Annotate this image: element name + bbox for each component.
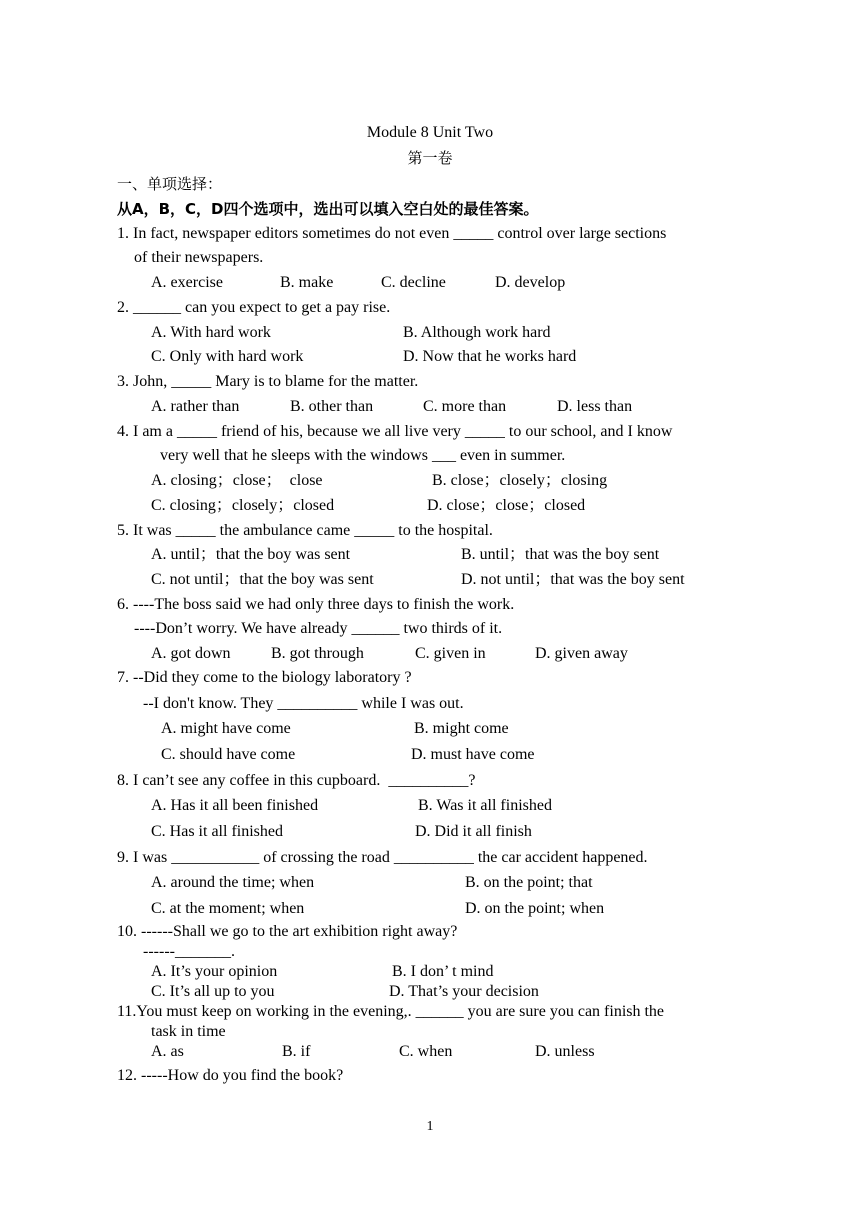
question-stem-cont [143, 942, 235, 962]
question-stem: 2. ______ can you expect to get a pay rise. [117, 299, 391, 316]
option-d: D. unless [535, 1043, 595, 1060]
option-b: B. on the point; that [465, 874, 593, 891]
dialogue-dashes: ------ [143, 943, 175, 960]
option-b: B. until；that was the boy sent [461, 546, 660, 563]
section-heading: 一、单项选择： [117, 175, 223, 193]
option-c: C. It’s all up to you [151, 983, 275, 1000]
option-c: C. more than [423, 398, 507, 415]
option-c: C. Has it all finished [151, 823, 283, 840]
option-d: D. not until；that was the boy sent [461, 571, 685, 588]
option-a: A. got down [151, 645, 231, 662]
question-stem: 10. ------Shall we go to the art exhibition right away? [117, 923, 458, 940]
question-stem: 5. It was _____ the ambulance came _____ to the hospital. [117, 522, 493, 539]
question-mark: ? [468, 772, 476, 789]
question-stem: 12. -----How do you find the book? [117, 1067, 344, 1084]
question-stem-cont: ----Don’t worry. We have already ______ two thirds of it. [134, 620, 503, 637]
option-b: B. if [282, 1043, 311, 1060]
option-b: B. Although work hard [403, 324, 551, 341]
option-a: A. closing；close； close [151, 472, 323, 489]
question-stem: 7. --Did they come to the biology laboratory ? [117, 669, 412, 686]
option-d: D. on the point; when [465, 900, 605, 917]
option-d: D. That’s your decision [389, 983, 539, 1000]
question-stem: 6. ----The boss said we had only three days to finish the work. [117, 596, 515, 613]
option-b: B. close；closely；closing [432, 472, 608, 489]
question-stem-cont: --I don't know. They __________ while I was out. [143, 695, 464, 712]
option-c: C. closing；closely；closed [151, 497, 335, 514]
question-stem-cont: of their newspapers. [134, 249, 264, 266]
option-b: B. got through [271, 645, 364, 662]
option-c: C. Only with hard work [151, 348, 304, 365]
option-a: A. It’s your opinion [151, 963, 278, 980]
document-title: Module 8 Unit Two [366, 124, 494, 141]
option-d: D. must have come [411, 746, 535, 763]
option-a: A. Has it all been finished [151, 797, 319, 814]
question-stem: 11.You must keep on working in the evening,. ______ you are sure you can finish the [117, 1003, 665, 1020]
option-d: D. develop [495, 274, 566, 291]
option-c: C. not until；that the boy was sent [151, 571, 374, 588]
option-b: B. might come [414, 720, 509, 737]
option-a: A. until；that the boy was sent [151, 546, 351, 563]
option-a: A. as [151, 1043, 184, 1060]
option-d: D. close；close；closed [427, 497, 586, 514]
option-a: A. With hard work [151, 324, 271, 341]
question-stem: 4. I am a _____ friend of his, because we all live very _____ to our school, and I know [117, 423, 673, 440]
question-stem: 9. I was ___________ of crossing the road __________ the car accident happened. [117, 849, 648, 866]
question-stem-text: 8. I can’t see any coffee in this cupboard. ______ [117, 772, 437, 789]
option-b: B. I don’ t mind [392, 963, 494, 980]
question-stem [117, 771, 475, 791]
volume-label: 第一卷 [407, 149, 453, 167]
question-stem: 1. In fact, newspaper editors sometimes do not even _____ control over large sections [117, 225, 667, 242]
question-stem-cont: very well that he sleeps with the windows ___ even in summer. [160, 447, 566, 464]
option-a: A. rather than [151, 398, 240, 415]
answer-blank: ____ [436, 772, 469, 789]
section-instruction: 从A，B，C，D四个选项中，选出可以填入空白处的最佳答案。 [117, 200, 539, 218]
option-c: C. at the moment; when [151, 900, 305, 917]
question-stem: 3. John, _____ Mary is to blame for the matter. [117, 373, 419, 390]
option-c: C. given in [415, 645, 486, 662]
option-b: B. other than [290, 398, 374, 415]
option-c: C. decline [381, 274, 446, 291]
option-a: A. around the time; when [151, 874, 315, 891]
option-b: B. make [280, 274, 334, 291]
option-c: C. should have come [161, 746, 296, 763]
question-stem-cont: task in time [151, 1023, 226, 1040]
option-d: D. given away [535, 645, 628, 662]
option-a: A. might have come [161, 720, 291, 737]
option-b: B. Was it all finished [418, 797, 552, 814]
option-d: D. Did it all finish [415, 823, 532, 840]
option-a: A. exercise [151, 274, 223, 291]
option-d: D. less than [557, 398, 633, 415]
option-d: D. Now that he works hard [403, 348, 577, 365]
answer-blank: _______ [174, 943, 231, 960]
period: . [230, 943, 235, 960]
option-c: C. when [399, 1043, 453, 1060]
page-number: 1 [426, 1119, 434, 1134]
